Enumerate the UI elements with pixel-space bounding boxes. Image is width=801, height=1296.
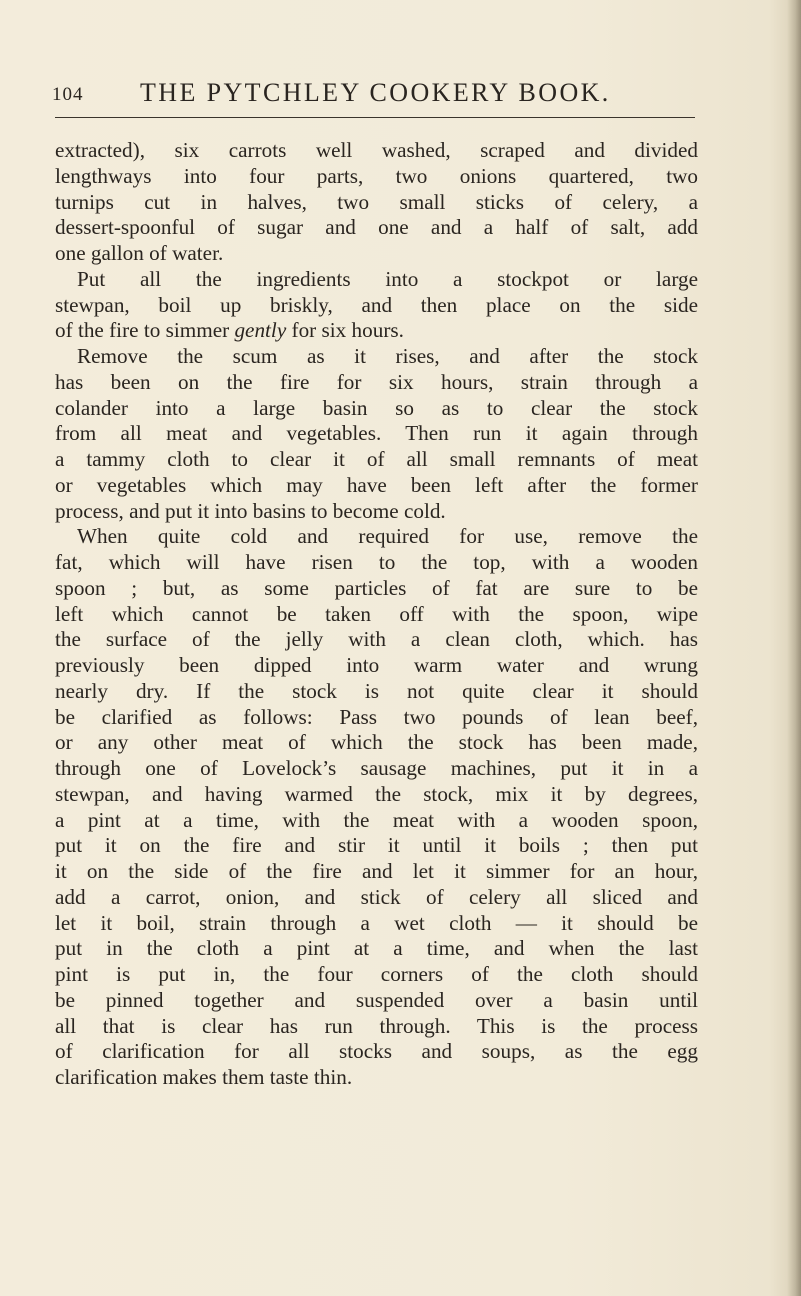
text-line: or vegetables which may have been left after the former [55,472,698,497]
emphasis-word: gently [234,318,287,343]
text-line: of clarification for all stocks and soups, as the egg [55,1039,698,1064]
text-line: When quite cold and required for use, remove the [77,524,698,549]
text-line: the surface of the jelly with a clean cloth, which. has [55,627,698,652]
text-line: a tammy cloth to clear it of all small remnants of meat [55,447,698,471]
text-line: from all meat and vegetables. Then run it again through [55,421,698,446]
text-line: put it on the fire and stir it until it boils ; then put [55,833,698,858]
text-line: it on the side of the fire and let it simmer for an hour, [55,859,698,883]
text-line: put in the cloth a pint at a time, and when the last [55,936,698,961]
text-line: one gallon of water. [55,241,224,265]
text-line: be pinned together and suspended over a basin until [55,987,698,1012]
text-line: extracted), six carrots well washed, scraped and divided [55,138,698,162]
text-line: be clarified as follows: Pass two pounds of lean beef, [55,704,698,729]
text-line: a pint at a time, with the meat with a wooden spoon, [55,807,698,832]
text-line: has been on the fire for six hours, strain through a [55,369,698,394]
text-line: previously been dipped into warm water and wrung [55,653,698,677]
page-number: 104 [52,84,84,105]
text-line: or any other meat of which the stock has been made, [55,730,698,755]
page-edge-shadow [787,0,801,1296]
text-line: colander into a large basin so as to clear the stock [55,395,698,420]
text-line: add a carrot, onion, and stick of celery all sliced and [55,884,698,909]
text-line: stewpan, and having warmed the stock, mix it by degrees, [55,781,698,806]
text-line: through one of Lovelock’s sausage machines, put it in a [55,756,698,780]
running-title: THE PYTCHLEY COOKERY BOOK. [140,78,611,107]
text-line: pint is put in, the four corners of the cloth should [55,962,698,986]
text-line: all that is clear has run through. This is the process [55,1013,698,1038]
text-fragment: of the fire to simmer [55,318,230,343]
text-line: nearly dry. If the stock is not quite clear it should [55,678,698,703]
text-line: let it boil, strain through a wet cloth — it should be [55,910,698,935]
header-rule [55,117,695,118]
text-line: left which cannot be taken off with the spoon, wipe [55,601,698,626]
running-header [52,78,772,114]
text-line: Remove the scum as it rises, and after the stock [77,344,698,368]
text-line: Put all the ingredients into a stockpot or large [77,266,698,291]
text-line: dessert-spoonful of sugar and one and a half of salt, add [55,215,698,240]
text-line: turnips cut in halves, two small sticks of celery, a [55,189,698,214]
text-line: process, and put it into basins to become cold. [55,498,446,523]
text-line: stewpan, boil up briskly, and then place on the side [55,292,698,317]
text-line: clarification makes them taste thin. [55,1065,353,1089]
text-fragment: for six hours. [291,318,404,343]
text-line: fat, which will have risen to the top, with a wooden [55,550,698,574]
text-line: spoon ; but, as some particles of fat are sure to be [55,575,698,600]
text-line [55,318,698,344]
text-line: lengthways into four parts, two onions quartered, two [55,163,698,188]
body-text [55,138,698,1091]
